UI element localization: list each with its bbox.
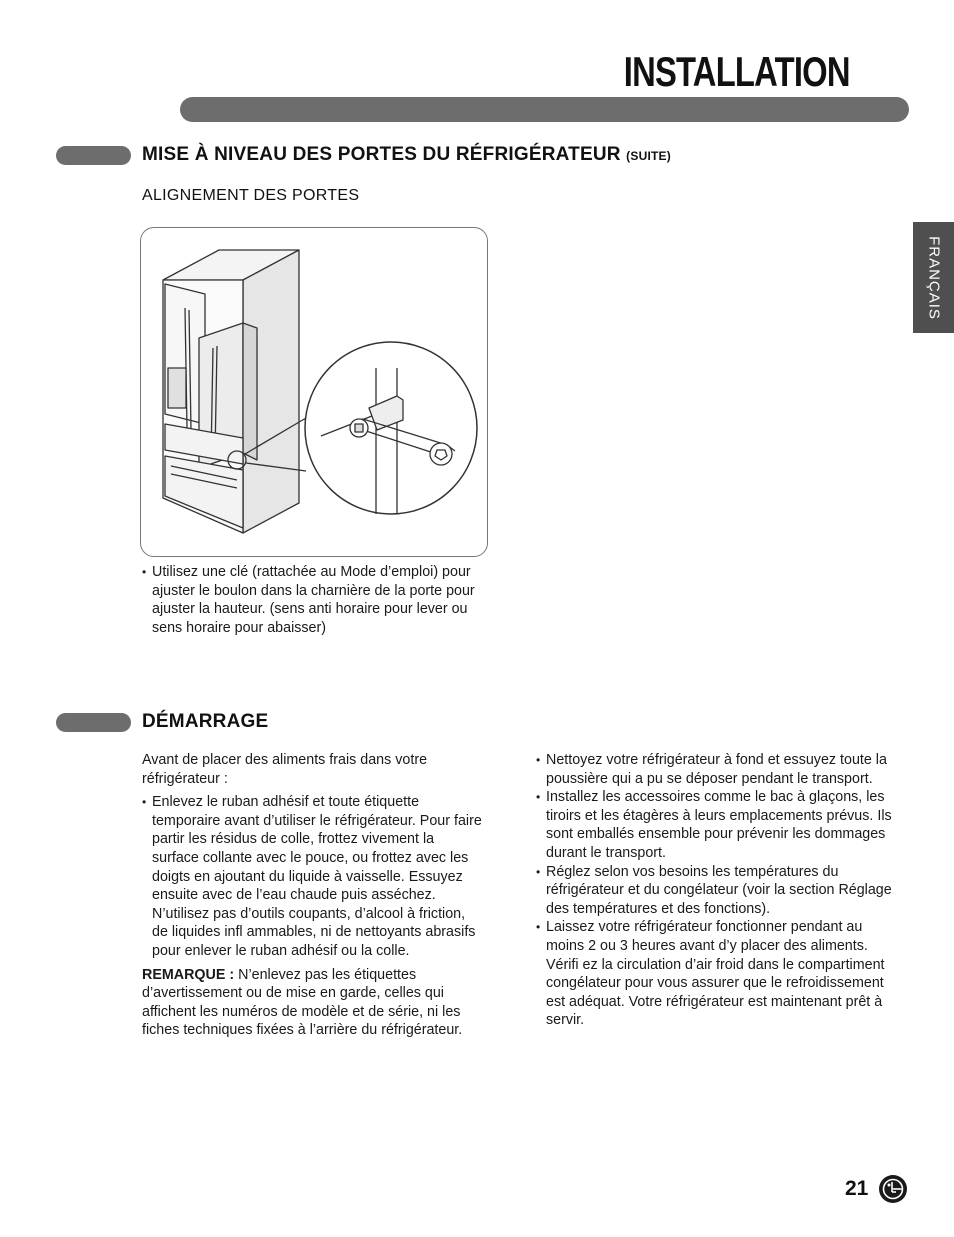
list-item: • Laissez votre réfrigérateur fonctionner pendant au moins 2 ou 3 heures avant d’y placer des aliments. Vérifi ez la circulation d’air froid dans le compartiment congélateur pour vous assurer que le refroidissement est adéquat. Votre réfrigérateur est maintenant prêt à servir. [536, 918, 894, 1030]
remark-note [142, 966, 482, 1040]
alignment-instructions [142, 563, 492, 637]
section-title-leveling [142, 144, 671, 166]
startup-left-column [142, 751, 482, 1040]
section-marker [56, 713, 131, 732]
section-title-text: MISE À NIVEAU DES PORTES DU RÉFRIGÉRATEUR [142, 144, 621, 165]
page-header-title: INSTALLATION [624, 48, 850, 95]
startup-intro: Avant de placer des aliments frais dans votre réfrigérateur : [142, 752, 428, 787]
section-title-startup: DÉMARRAGE [142, 711, 269, 732]
list-item: • Enlevez le ruban adhésif et toute étiquette temporaire avant d’utiliser le réfrigérateur. Pour faire partir les résidus de colle, frottez vivement la surface collante avec le pouce, ou frottez avec les doigts en ajoutant du liquide à vaisselle. Essuyez ensuite avec de l’eau chaude puis asséchez. N’utilisez pas d’outils coupants, d’alcool à friction, de liquides infl ammables, ni de nettoyants abrasifs pour enlever le ruban adhésif ou la colle. [142, 793, 482, 960]
language-tab [913, 222, 954, 333]
list-item: • Utilisez une clé (rattachée au Mode d’emploi) pour ajuster le boulon dans la charnière de la porte pour ajuster la hauteur. (sens anti horaire pour lever ou sens horaire pour abaisser) [142, 563, 492, 637]
section-marker [56, 146, 131, 165]
lg-logo-icon [878, 1174, 908, 1204]
list-item: • Nettoyez votre réfrigérateur à fond et essuyez toute la poussière qui a pu se déposer pendant le transport. [536, 751, 894, 788]
language-tab-label: FRANÇAIS [925, 235, 942, 320]
page-number: 21 [845, 1177, 869, 1200]
remark-label: REMARQUE : [142, 966, 235, 983]
remark-text: N’enlevez pas les étiquettes d’avertissement ou de mise en garde, celles qui affichent les numéros de modèle et de série, ni les fiches techniques fixées à l’arrière du réfrigérateur. [142, 966, 463, 1039]
refrigerator-wrench-drawing [141, 228, 487, 556]
startup-right-column [536, 751, 894, 1030]
header-bar [180, 97, 909, 122]
section-title-suffix: (SUITE) [626, 149, 671, 163]
subsection-title: ALIGNEMENT DES PORTES [142, 187, 360, 204]
list-item: • Installez les accessoires comme le bac à glaçons, les tiroirs et les étagères à leurs emplacements prévus. Ils sont emballés ensemble pour prévenir les dommages durant le transport. [536, 788, 894, 862]
door-alignment-illustration [140, 227, 488, 557]
list-item: • Réglez selon vos besoins les températures du réfrigérateur et du congélateur (voir la section Réglage des températures et des fonctions). [536, 863, 894, 919]
